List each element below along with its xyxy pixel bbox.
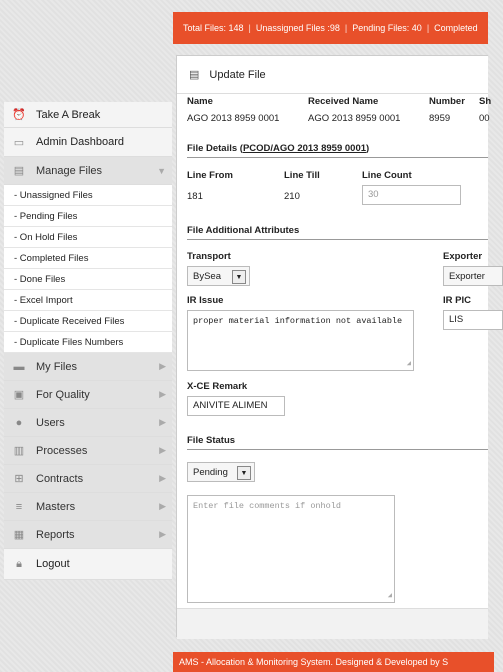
stack-icon: ≡ (15, 500, 23, 513)
chevron-right-icon: ▶ (159, 389, 166, 399)
exporter-value: Exporter (449, 270, 485, 282)
report-icon: ▦ (13, 529, 25, 541)
additional-attributes-heading: File Additional Attributes (187, 225, 300, 236)
file-details-link[interactable]: PCOD/AGO 2013 8959 0001 (242, 143, 367, 154)
divider (187, 157, 488, 158)
number-value: 8959 (429, 113, 451, 124)
page-footer (173, 652, 494, 672)
ir-issue-label: IR Issue (187, 295, 224, 306)
sidebar-item-admin-dashboard[interactable] (4, 128, 172, 157)
sidebar (4, 102, 172, 580)
submenu-item[interactable]: - Duplicate Received Files (4, 311, 172, 332)
resize-handle-icon[interactable]: ◢ (387, 592, 392, 600)
edit-file-icon: ▤ (189, 69, 200, 81)
panel-footer (177, 608, 488, 639)
file-status-value: Pending (193, 466, 228, 478)
panel-header (177, 56, 488, 94)
bar-chart-icon: ▥ (13, 445, 25, 457)
transport-value: BySea (193, 270, 221, 282)
name-header: Name (187, 96, 213, 107)
submenu-item[interactable]: - Pending Files (4, 206, 172, 227)
pending-files-stat[interactable]: Pending Files: 40 (352, 23, 422, 33)
transport-select[interactable] (187, 266, 250, 286)
sidebar-item-logout[interactable] (4, 549, 172, 580)
sh-header: Sh (479, 96, 492, 107)
ir-pic-label: IR PIC (443, 295, 471, 306)
exporter-label: Exporter (443, 251, 483, 262)
sidebar-item-take-break[interactable] (4, 102, 172, 128)
line-from-value: 181 (187, 191, 203, 202)
submenu-item[interactable]: - Excel Import (4, 290, 172, 311)
line-count-field[interactable]: 30 (362, 185, 461, 205)
separator: | (344, 23, 348, 33)
xce-remark-label: X-CE Remark (187, 381, 248, 392)
chevron-down-icon: ▼ (232, 270, 246, 284)
exporter-select[interactable] (443, 266, 503, 286)
submenu-item[interactable]: - On Hold Files (4, 227, 172, 248)
file-comments-textarea[interactable] (187, 495, 395, 603)
sidebar-item-label: Admin Dashboard (36, 136, 125, 148)
name-value: AGO 2013 8959 0001 (187, 113, 280, 124)
file-status-heading: File Status (187, 435, 236, 446)
submenu-item[interactable]: - Done Files (4, 269, 172, 290)
xce-remark-field[interactable]: ANIVITE ALIMEN (187, 396, 285, 416)
chevron-right-icon: ▶ (159, 417, 166, 427)
received-name-value: AGO 2013 8959 0001 (308, 113, 401, 124)
submenu-item[interactable]: - Completed Files (4, 248, 172, 269)
sidebar-item-label: Users (36, 416, 65, 429)
chevron-right-icon: ▶ (159, 529, 166, 539)
sidebar-item-label: For Quality (36, 388, 90, 401)
sidebar-item-processes[interactable] (4, 437, 172, 465)
number-header: Number (429, 96, 465, 107)
line-count-label: Line Count (362, 170, 412, 181)
sidebar-item-contracts[interactable] (4, 465, 172, 493)
stats-bar (173, 12, 488, 44)
footer-text: AMS - Allocation & Monitoring System. Designed & Developed by S (179, 657, 449, 667)
chevron-right-icon: ▶ (159, 473, 166, 483)
submenu-item[interactable]: - Unassigned Files (4, 185, 172, 206)
update-file-panel (176, 55, 492, 637)
sidebar-item-label: Masters (36, 500, 76, 513)
file-status-select[interactable] (187, 462, 255, 482)
alarm-clock-icon: ⏰ (12, 109, 26, 121)
divider (187, 449, 488, 450)
file-details-suffix: ) (366, 143, 370, 154)
file-icon: ▤ (13, 165, 25, 177)
sidebar-item-users[interactable] (4, 409, 172, 437)
sidebar-item-label: Processes (36, 444, 88, 457)
line-till-value: 210 (284, 191, 300, 202)
sidebar-item-label: Logout (36, 558, 70, 570)
sidebar-item-label: Manage Files (36, 164, 103, 177)
ir-issue-textarea[interactable] (187, 310, 414, 371)
user-icon: ● (15, 416, 23, 429)
sidebar-item-masters[interactable] (4, 493, 172, 521)
sidebar-item-manage-files[interactable] (4, 157, 172, 185)
monitor-icon: ▭ (13, 136, 25, 149)
sidebar-item-label: Contracts (36, 472, 84, 485)
chevron-right-icon: ▶ (159, 501, 166, 511)
sidebar-item-reports[interactable] (4, 521, 172, 549)
resize-handle-icon[interactable]: ◢ (406, 360, 411, 368)
sidebar-item-my-files[interactable] (4, 353, 172, 381)
sidebar-item-label: Take A Break (36, 108, 101, 121)
manage-files-submenu (4, 185, 172, 353)
ir-issue-value: proper material information not available (193, 316, 403, 326)
total-files-stat: Total Files: 148 (183, 23, 244, 33)
separator: | (248, 23, 251, 33)
sh-value: 00 (479, 113, 490, 124)
lock-icon: 🔒︎ (16, 557, 22, 570)
chevron-right-icon: ▶ (159, 445, 166, 455)
file-comments-placeholder: Enter file comments if onhold (193, 501, 341, 511)
separator: | (426, 23, 430, 33)
panel-title: Update File (209, 68, 266, 81)
submenu-item[interactable]: - Duplicate Files Numbers (4, 332, 172, 353)
line-till-label: Line Till (284, 170, 320, 181)
chevron-down-icon: ▼ (157, 165, 166, 176)
ir-pic-field[interactable]: LIS (443, 310, 503, 330)
sidebar-item-for-quality[interactable] (4, 381, 172, 409)
file-details-prefix: File Details ( (187, 143, 243, 154)
chevron-right-icon: ▶ (159, 361, 166, 371)
file-details-heading (187, 143, 369, 154)
completed-files-stat[interactable]: Completed (434, 23, 478, 33)
divider (187, 239, 488, 240)
folder-icon: ▬ (13, 360, 25, 373)
received-name-header: Received Name (308, 96, 379, 107)
chevron-down-icon: ▼ (237, 466, 251, 480)
sidebar-item-label: My Files (36, 360, 77, 373)
line-from-label: Line From (187, 170, 233, 181)
unassigned-files-stat[interactable]: Unassigned Files :98 (255, 23, 340, 33)
document-check-icon: ▣ (13, 389, 25, 401)
sidebar-item-label: Reports (36, 528, 75, 541)
sitemap-icon: ⊞ (14, 473, 24, 485)
transport-label: Transport (187, 251, 231, 262)
